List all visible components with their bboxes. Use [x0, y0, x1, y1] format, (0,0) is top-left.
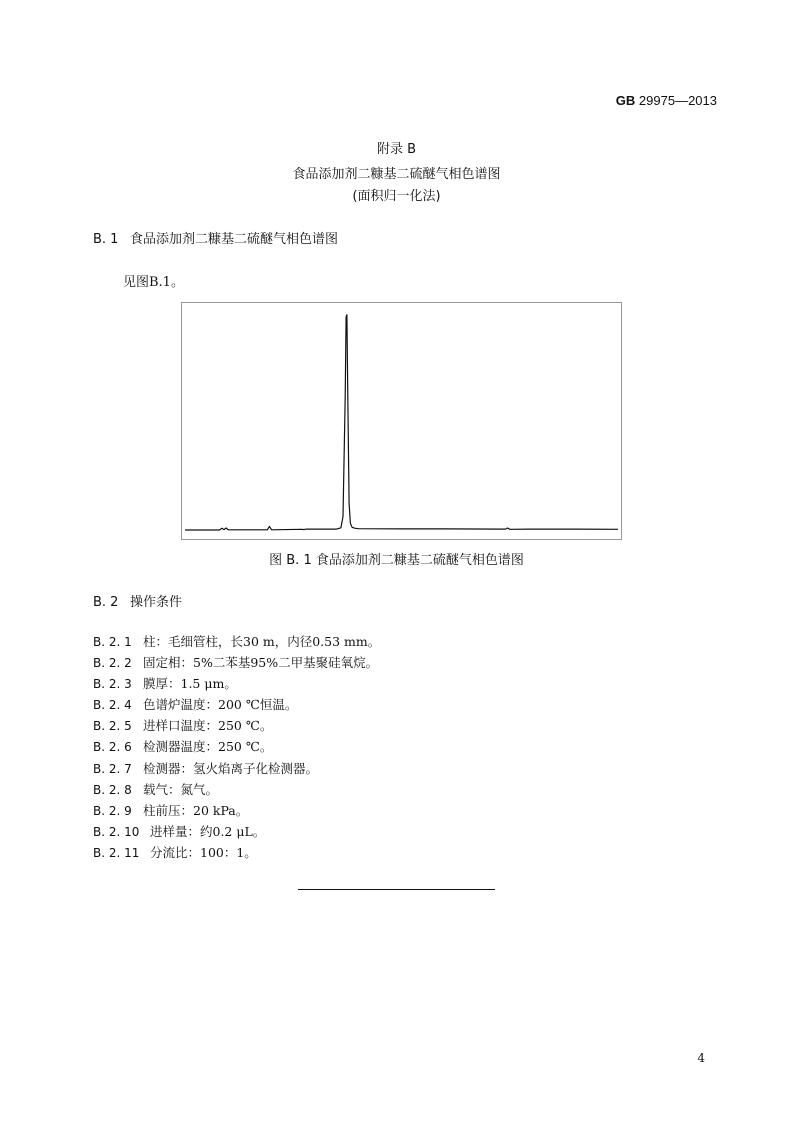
section-b1-heading	[93, 228, 338, 247]
chromatogram-chart	[182, 303, 621, 539]
condition-item	[93, 655, 378, 671]
annex-label: 附录 B	[376, 142, 417, 157]
page-number: 4	[697, 1051, 705, 1065]
chromatogram-trace	[185, 315, 618, 530]
condition-number: B. 2. 9	[93, 804, 132, 818]
end-rule	[298, 889, 495, 890]
condition-item	[93, 634, 380, 650]
condition-number: B. 2. 8	[93, 783, 132, 797]
condition-text: 分流比：100：1。	[150, 845, 257, 860]
condition-text: 膜厚：1.5 μm。	[143, 676, 237, 691]
figure-reference-text: 见图B.1。	[123, 275, 184, 290]
section-number: B. 2	[93, 595, 119, 610]
condition-item	[93, 718, 272, 734]
condition-number: B. 2. 10	[93, 825, 140, 839]
condition-number: B. 2. 1	[93, 635, 132, 649]
condition-number: B. 2. 6	[93, 740, 132, 754]
standard-number	[616, 93, 717, 108]
condition-text: 色谱炉温度：200 ℃恒温。	[143, 697, 298, 712]
condition-item	[93, 761, 318, 777]
condition-number: B. 2. 4	[93, 698, 132, 712]
condition-text: 进样量：约0.2 μL。	[150, 824, 266, 839]
annex-title: 食品添加剂二糠基二硫醚气相色谱图	[292, 167, 501, 182]
figure-caption: 图 B. 1 食品添加剂二糠基二硫醚气相色谱图	[269, 553, 524, 568]
condition-text: 载气：氮气。	[143, 782, 219, 797]
standard-code: 29975—2013	[638, 93, 717, 108]
condition-item	[93, 803, 248, 819]
section-number: B. 1	[93, 232, 119, 247]
condition-item	[93, 782, 218, 798]
chromatogram-figure	[181, 302, 622, 540]
condition-item	[93, 697, 297, 713]
condition-text: 检测器：氢火焰离子化检测器。	[143, 761, 319, 776]
condition-text: 进样口温度：250 ℃。	[143, 718, 273, 733]
condition-number: B. 2. 7	[93, 762, 132, 776]
condition-text: 柱前压：20 kPa。	[143, 803, 249, 818]
condition-text: 检测器温度：250 ℃。	[143, 739, 273, 754]
section-title: 食品添加剂二糠基二硫醚气相色谱图	[130, 232, 339, 247]
condition-number: B. 2. 3	[93, 677, 132, 691]
condition-item	[93, 845, 257, 861]
standard-prefix: GB	[615, 93, 636, 108]
condition-item	[93, 676, 237, 692]
condition-text: 固定相：5%二苯基95%二甲基聚硅氧烷。	[143, 655, 379, 670]
section-title: 操作条件	[130, 595, 183, 610]
condition-item	[93, 739, 272, 755]
condition-text: 柱：毛细管柱，长30 m，内径0.53 mm。	[143, 634, 381, 649]
condition-number: B. 2. 2	[93, 656, 132, 670]
section-b2-heading	[93, 591, 182, 610]
annex-subtitle: (面积归一化法)	[352, 189, 441, 204]
condition-number: B. 2. 5	[93, 719, 132, 733]
condition-item	[93, 824, 265, 840]
condition-number: B. 2. 11	[93, 846, 140, 860]
